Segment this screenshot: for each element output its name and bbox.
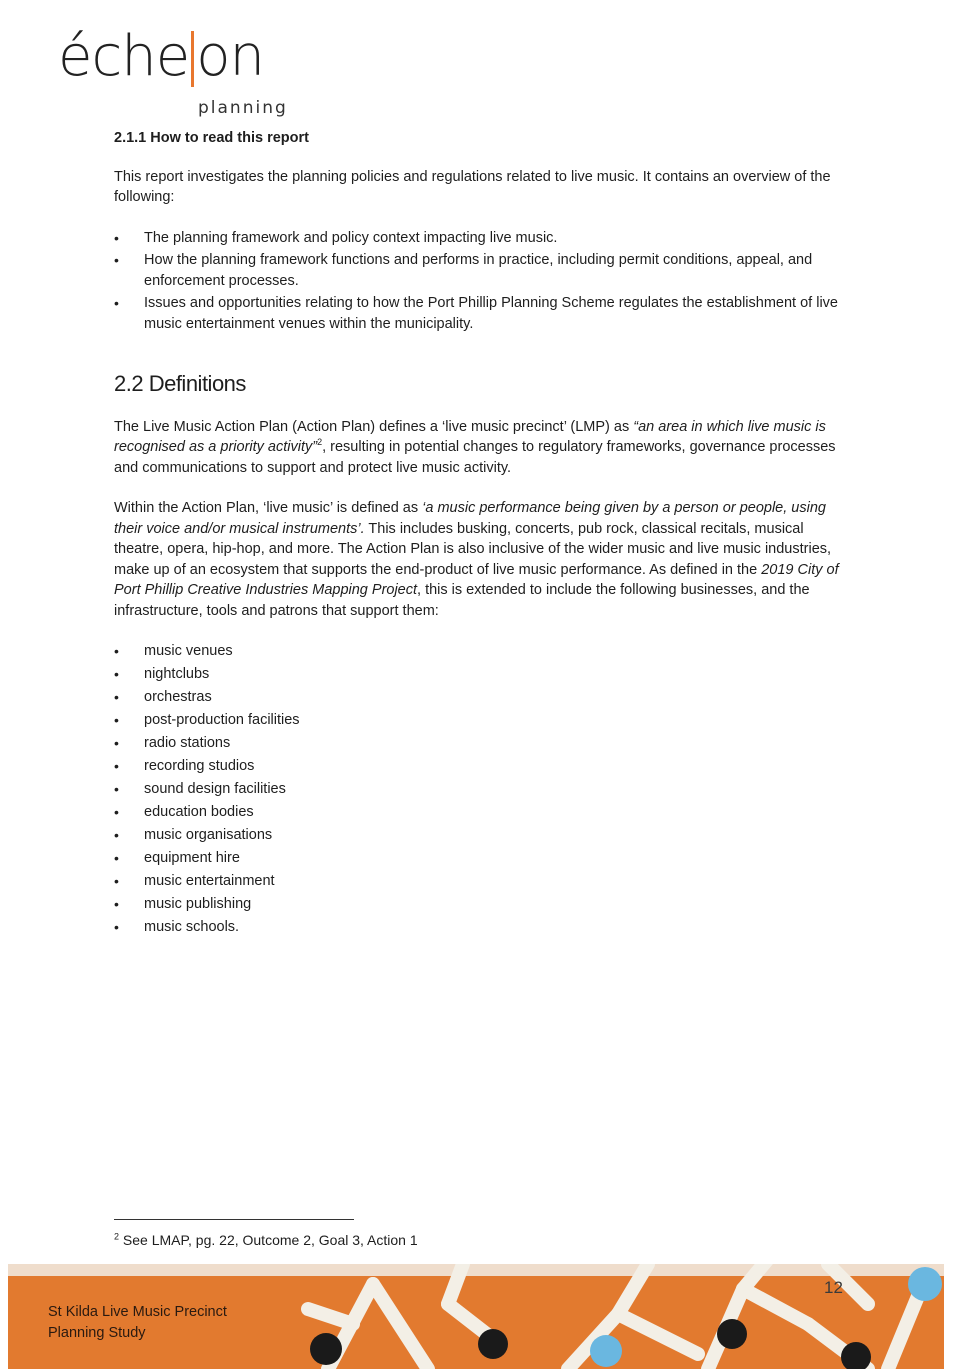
list-item: • post-production facilities xyxy=(114,710,854,731)
list-item: • sound design facilities xyxy=(114,779,854,800)
list-item: • equipment hire xyxy=(114,848,854,869)
footnote-text: See LMAP, pg. 22, Outcome 2, Goal 3, Action 1 xyxy=(119,1232,418,1248)
p1-quote: “an area in which live music is recognised as a priority activity” xyxy=(114,418,826,455)
logo-text-left: éche xyxy=(58,24,190,89)
section-211-bullets xyxy=(114,228,854,335)
definition-paragraph-1 xyxy=(114,417,854,479)
footer-title-line-2: Planning Study xyxy=(48,1325,146,1341)
section-211-heading: 2.1.1 How to read this report xyxy=(114,130,309,146)
footer-title-line-1: St Kilda Live Music Precinct xyxy=(48,1304,227,1320)
list-item: • music schools. xyxy=(114,917,854,938)
page-footer xyxy=(8,1264,944,1369)
list-item: • The planning framework and policy context impacting live music. xyxy=(114,228,854,249)
footer-report-title xyxy=(48,1302,227,1344)
list-item: • recording studios xyxy=(114,756,854,777)
page-content xyxy=(114,128,854,962)
footnote-ref[interactable]: 2 xyxy=(317,437,323,448)
p1-text-a: The Live Music Action Plan (Action Plan) defines a ‘live music precinct’ (LMP) as xyxy=(114,418,634,435)
page-number: 12 xyxy=(824,1278,843,1297)
list-item: • music publishing xyxy=(114,894,854,915)
logo-orange-bar xyxy=(191,31,194,87)
footnote-divider xyxy=(114,1219,354,1220)
footnote xyxy=(114,1232,418,1248)
list-item: • music entertainment xyxy=(114,871,854,892)
p2-text-c: , this is extended to include the following businesses, and the infrastructure, tools and patrons that support them: xyxy=(114,582,810,619)
list-item: • education bodies xyxy=(114,802,854,823)
logo-wordmark xyxy=(58,22,264,92)
section-22-heading: 2.2 Definitions xyxy=(114,371,246,396)
p2-quote: ‘a music performance being given by a person or people, using their voice and/or musical instruments’. xyxy=(114,500,826,537)
business-list xyxy=(114,641,854,938)
list-item: • music venues xyxy=(114,641,854,662)
p2-italic-title: 2019 City of Port Phillip Creative Industries Mapping Project xyxy=(114,561,839,598)
echelon-planning-logo xyxy=(58,22,308,118)
p1-text-b: , resulting in potential changes to regulatory frameworks, governance processes and communications to support and protect live music activity. xyxy=(114,439,836,476)
list-item: • orchestras xyxy=(114,687,854,708)
list-item: • nightclubs xyxy=(114,664,854,685)
p2-text-a: Within the Action Plan, ‘live music’ is defined as xyxy=(114,500,423,516)
p2-text-b: This includes busking, concerts, pub rock, classical recitals, musical theatre, opera, hip-hop, and more. The Action Plan is also inclusive of the wider music and live music industries, make up of an ecosystem that supports the end-product of live music performance. As defined in the xyxy=(114,520,832,578)
section-211-intro: This report investigates the planning policies and regulations related to live music. It contains an overview of the following: xyxy=(114,168,831,205)
footnote-number: 2 xyxy=(114,1231,120,1242)
logo-subtext: planning xyxy=(198,98,288,118)
list-item: • radio stations xyxy=(114,733,854,754)
definition-paragraph-2 xyxy=(114,498,854,621)
list-item: • How the planning framework functions and performs in practice, including permit conditions, appeal, and enforcement processes. xyxy=(114,250,854,291)
logo-text-right: on xyxy=(196,24,264,89)
list-item: • Issues and opportunities relating to how the Port Phillip Planning Scheme regulates the establishment of live music entertainment venues within the municipality. xyxy=(114,293,854,334)
list-item: • music organisations xyxy=(114,825,854,846)
